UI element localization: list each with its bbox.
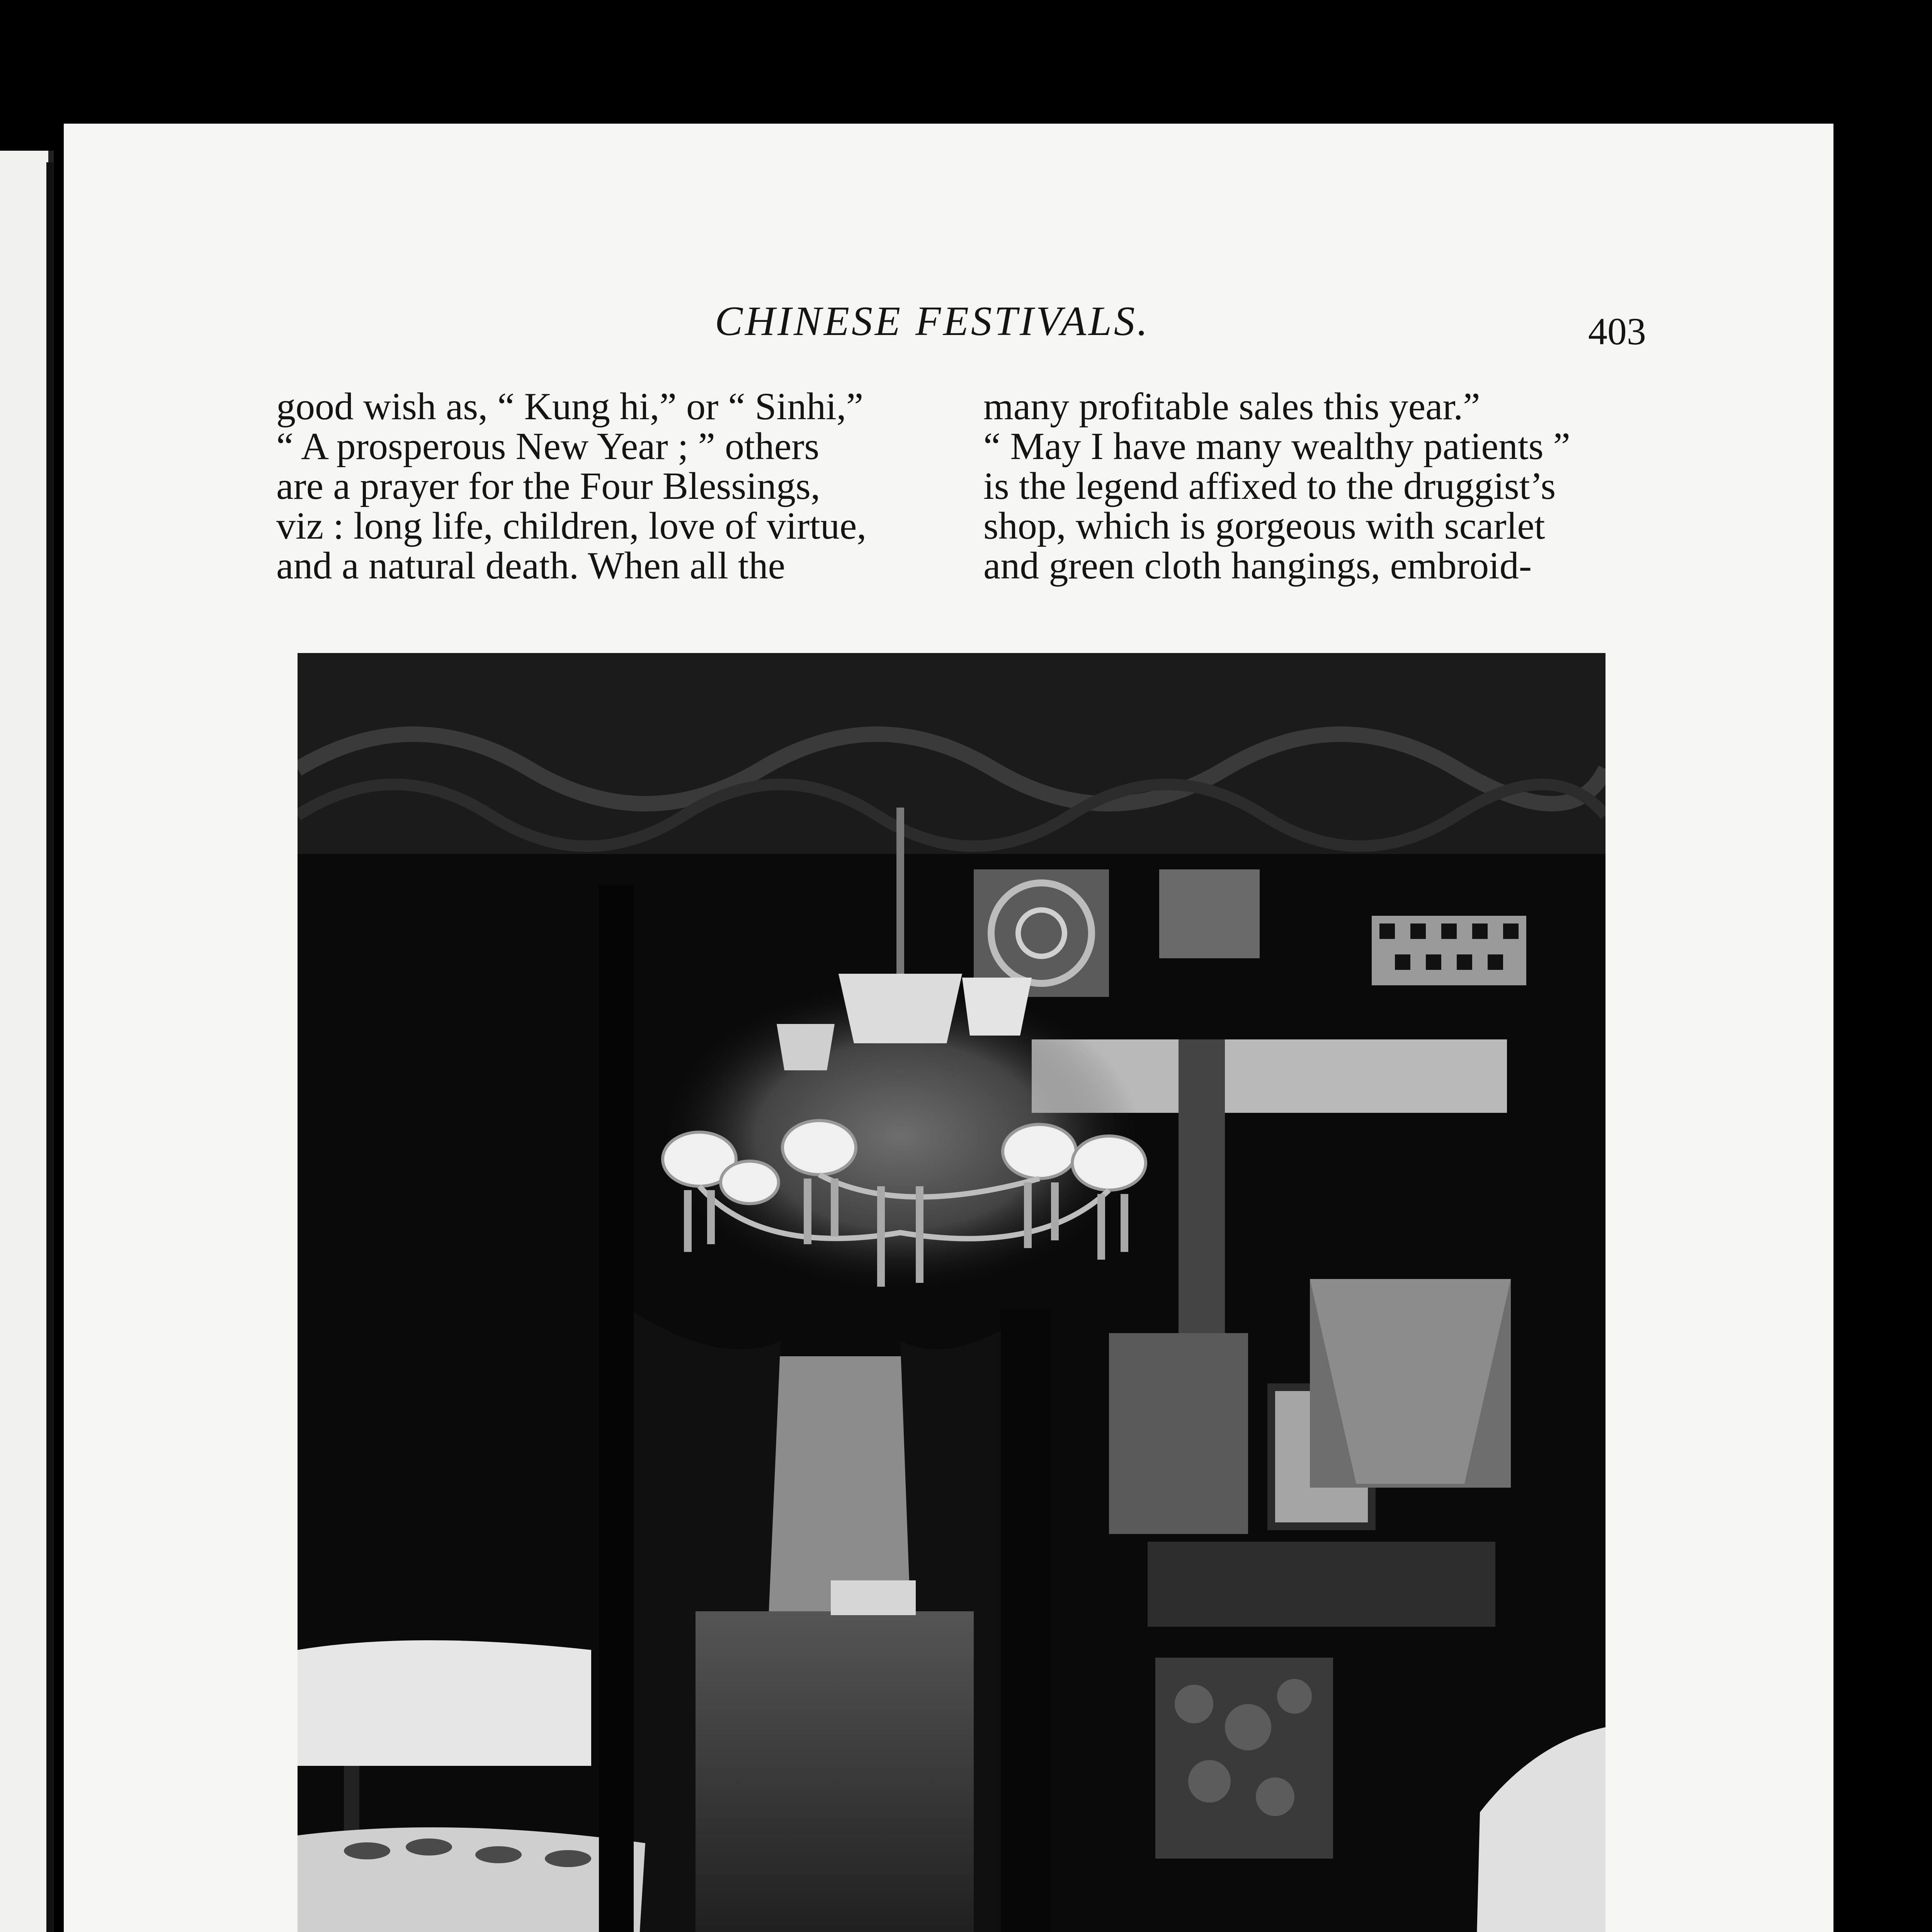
previous-page-edge	[0, 151, 54, 1932]
running-head: CHINESE FESTIVALS.	[715, 298, 1150, 344]
photograph-illustration	[298, 653, 1605, 1932]
restaurant-photograph	[298, 653, 1605, 1932]
paragraph: many profitable sales this year.” “ May I have many wealthy patients ” is the legend affixed to the druggist’s shop, which is gorgeous with scarlet and green cloth hangings, embroid-	[983, 385, 1570, 587]
text-column-top-right	[983, 386, 1646, 585]
text-column-top-left	[276, 386, 941, 585]
paragraph: good wish as, “ Kung hi,” or “ Sinhi,” “ A prosperous New Year ; ” others are a prayer for the Four Blessings, viz : long life, children, love of virtue, and a natural death. When all the	[276, 385, 867, 587]
page-number: 403	[1588, 310, 1646, 353]
binding-gutter	[46, 162, 53, 1932]
